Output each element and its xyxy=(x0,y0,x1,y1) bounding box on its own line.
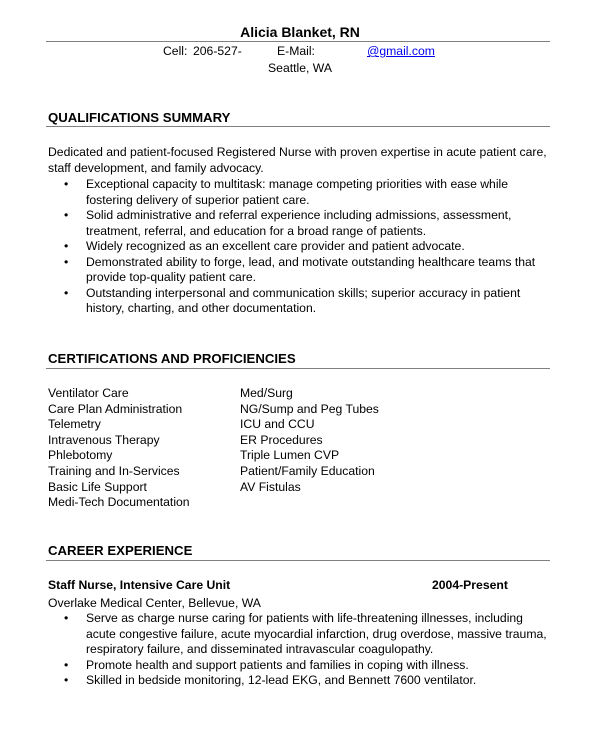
list-item: Med/Surg xyxy=(240,386,293,400)
list-item: Phlebotomy xyxy=(48,448,113,463)
bullet-icon: • xyxy=(64,239,69,253)
qualifications-rule xyxy=(46,126,550,127)
bullet-icon: • xyxy=(64,673,69,687)
bullet-text: Outstanding interpersonal and communication skills; superior accuracy in patient history, charting, and other documentation. xyxy=(86,285,521,315)
bullet-text: Skilled in bedside monitoring, 12-lead EKG, and Bennett 7600 ventilator. xyxy=(86,673,477,687)
list-item: ER Procedures xyxy=(240,432,323,447)
list-item: AV Fistulas xyxy=(240,479,301,494)
bullet-icon: • xyxy=(64,177,69,191)
list-item: Training and In-Services xyxy=(48,463,180,478)
bullet-text: Promote health and support patients and families in coping with illness. xyxy=(86,657,469,672)
qualifications-heading: QUALIFICATIONS SUMMARY xyxy=(48,110,231,125)
email-link[interactable]: @gmail.com xyxy=(367,44,435,58)
job-duties-list xyxy=(64,611,548,689)
list-item: Basic Life Support xyxy=(48,479,147,494)
bullet-text: Solid administrative and referral experience including admissions, assessment, treatment, referral, and education for a broad range of patients. xyxy=(86,208,512,238)
list-item xyxy=(64,286,544,317)
career-rule xyxy=(46,560,550,561)
certifications-rule xyxy=(46,368,550,369)
list-item: Triple Lumen CVP xyxy=(240,448,340,463)
bullet-icon: • xyxy=(64,657,69,672)
job-dates: 2004-Present xyxy=(432,578,508,592)
cell-label: Cell: xyxy=(163,44,188,58)
candidate-name: Alicia Blanket, RN xyxy=(240,24,360,40)
bullet-icon: • xyxy=(64,611,69,625)
list-item xyxy=(64,658,548,674)
list-item: NG/Sump and Peg Tubes xyxy=(240,401,379,416)
list-item: Medi-Tech Documentation xyxy=(48,495,190,510)
qualifications-intro: Dedicated and patient-focused Registered Nurse with proven expertise in acute patient care, staff development, and family advocacy. xyxy=(48,145,547,175)
list-item: ICU and CCU xyxy=(240,417,315,432)
bullet-text: Widely recognized as an excellent care provider and patient advocate. xyxy=(86,239,465,253)
list-item xyxy=(64,239,544,255)
list-item xyxy=(64,255,544,286)
job-title: Staff Nurse, Intensive Care Unit xyxy=(48,578,231,592)
certifications-left-column xyxy=(48,386,190,511)
job-employer: Overlake Medical Center, Bellevue, WA xyxy=(48,596,261,610)
bullet-text: Demonstrated ability to forge, lead, and motivate outstanding healthcare teams that provide top-quality patient care. xyxy=(86,254,536,284)
certifications-heading: CERTIFICATIONS AND PROFICIENCIES xyxy=(48,351,296,366)
list-item xyxy=(64,177,544,208)
list-item: Telemetry xyxy=(48,417,101,432)
career-heading: CAREER EXPERIENCE xyxy=(48,543,193,558)
list-item: Intravenous Therapy xyxy=(48,432,160,447)
list-item xyxy=(64,208,544,239)
certifications-right-column xyxy=(240,386,379,495)
header-rule xyxy=(46,41,550,42)
cell-number: 206-527- xyxy=(193,44,242,58)
qualifications-list xyxy=(64,177,544,317)
list-item: Patient/Family Education xyxy=(240,463,375,478)
bullet-icon: • xyxy=(64,208,69,222)
bullet-text: Serve as charge nurse caring for patients with life-threatening illnesses, including acute congestive failure, acute myocardial infarction, drug overdose, massive trauma, respiratory failure, and disseminated intravascular coagulopathy. xyxy=(86,611,547,656)
list-item: Ventilator Care xyxy=(48,386,129,400)
bullet-icon: • xyxy=(64,254,69,269)
list-item: Care Plan Administration xyxy=(48,401,183,416)
location: Seattle, WA xyxy=(268,61,332,75)
list-item xyxy=(64,611,548,658)
list-item xyxy=(64,673,548,689)
bullet-icon: • xyxy=(64,285,69,300)
email-label: E-Mail: xyxy=(277,44,315,58)
bullet-text: Exceptional capacity to multitask: manage competing priorities with ease while fostering delivery of superior patient care. xyxy=(86,177,509,207)
